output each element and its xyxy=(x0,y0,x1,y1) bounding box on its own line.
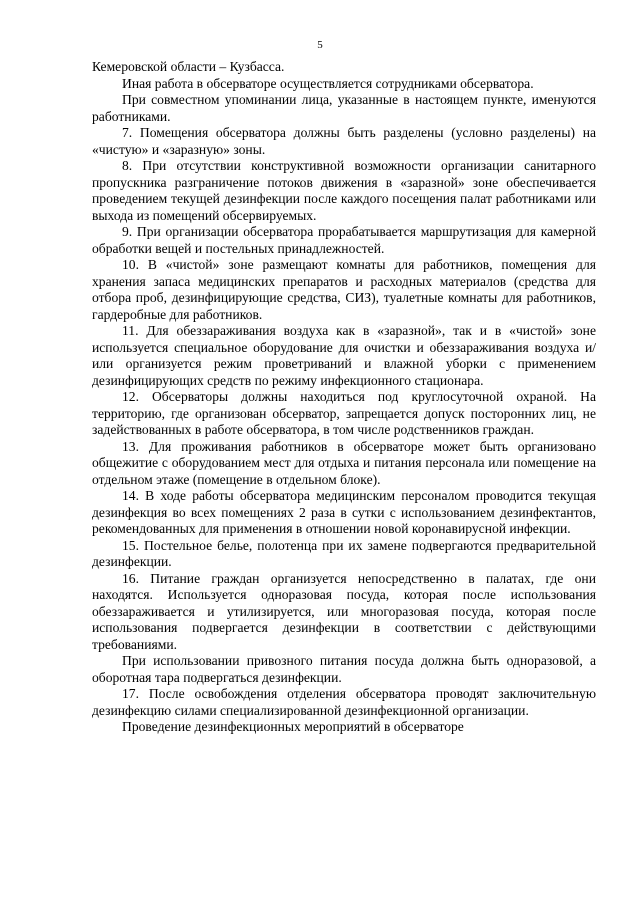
paragraph-item-11: 11. Для обеззараживания воздуха как в «заразной», так и в «чистой» зоне используется специальное оборудование для очистки и обеззараживания воздуха и/или организуется режим проветриваний и влажной уборки с применением дезинфицирующих средств по режиму инфекционного стационара. xyxy=(92,323,596,388)
paragraph-disinfection-measures: Проведение дезинфекционных мероприятий в обсерваторе xyxy=(122,719,464,734)
paragraph-item-8: 8. При отсутствии конструктивной возможности организации санитарного пропускника разграничение потоков движения в «заразной» зоне обеспечивается проведением текущей дезинфекции после каждого посещения палат работниками или выхода из помещений обсервируемых. xyxy=(92,158,596,223)
paragraph-delivered-food: При использовании привозного питания посуда должна быть одноразовой, а оборотная тара подвергаться дезинфекции. xyxy=(92,653,596,685)
paragraph-item-15: 15. Постельное белье, полотенца при их замене подвергаются предварительной дезинфекции. xyxy=(92,537,596,569)
paragraph-item-9: 9. При организации обсерватора прорабатывается маршрутизация для камерной обработки вещей и постельных принадлежностей. xyxy=(92,224,596,256)
paragraph-item-12: 12. Обсерваторы должны находиться под круглосуточной охраной. На территорию, где организован обсерватор, запрещается допуск посторонних лиц, не задействованных в работе обсерватора, в том числе родственников граждан. xyxy=(92,389,596,437)
paragraph-item-17: 17. После освобождения отделения обсерватора проводят заключительную дезинфекцию силами специализированной дезинфекционной организации. xyxy=(92,686,596,718)
page-number: 5 xyxy=(317,39,323,51)
paragraph-item-13: 13. Для проживания работников в обсерваторе может быть организовано общежитие с оборудованием мест для отдыха и питания персонала или помещение на отдельном этаже (помещение в отдельном блоке). xyxy=(92,438,596,487)
paragraph-continuation: Кемеровской области – Кузбасса. xyxy=(92,59,285,74)
paragraph-other-work: Иная работа в обсерваторе осуществляется сотрудниками обсерватора. xyxy=(122,75,534,91)
paragraph-item-7: 7. Помещения обсерватора должны быть разделены (условно разделены) на «чистую» и «заразную» зоны. xyxy=(92,125,596,157)
paragraph-workers-definition: При совместном упоминании лица, указанные в настоящем пункте, именуются работниками. xyxy=(92,92,596,124)
document-body xyxy=(92,59,596,736)
paragraph-item-16: 16. Питание граждан организуется непосредственно в палатах, где они находятся. Используется одноразовая посуда, которая после использования обеззараживается и утилизируется, или многоразовая посуда, которая после использования подвергается дезинфекции в соответствии с действующими требованиями. xyxy=(92,570,596,652)
paragraph-item-14: 14. В ходе работы обсерватора медицинским персоналом проводится текущая дезинфекция во всех помещениях 2 раза в сутки с использованием дезинфектантов, рекомендованных для применения в отношении новой коронавирусной инфекции. xyxy=(92,488,596,536)
paragraph-item-10: 10. В «чистой» зоне размещают комнаты для работников, помещения для хранения запаса медицинских препаратов и расходных материалов (средства для отбора проб, дезинфицирующие средства, СИЗ), туалетные комнаты для работников, гардеробные для работников. xyxy=(92,257,596,322)
